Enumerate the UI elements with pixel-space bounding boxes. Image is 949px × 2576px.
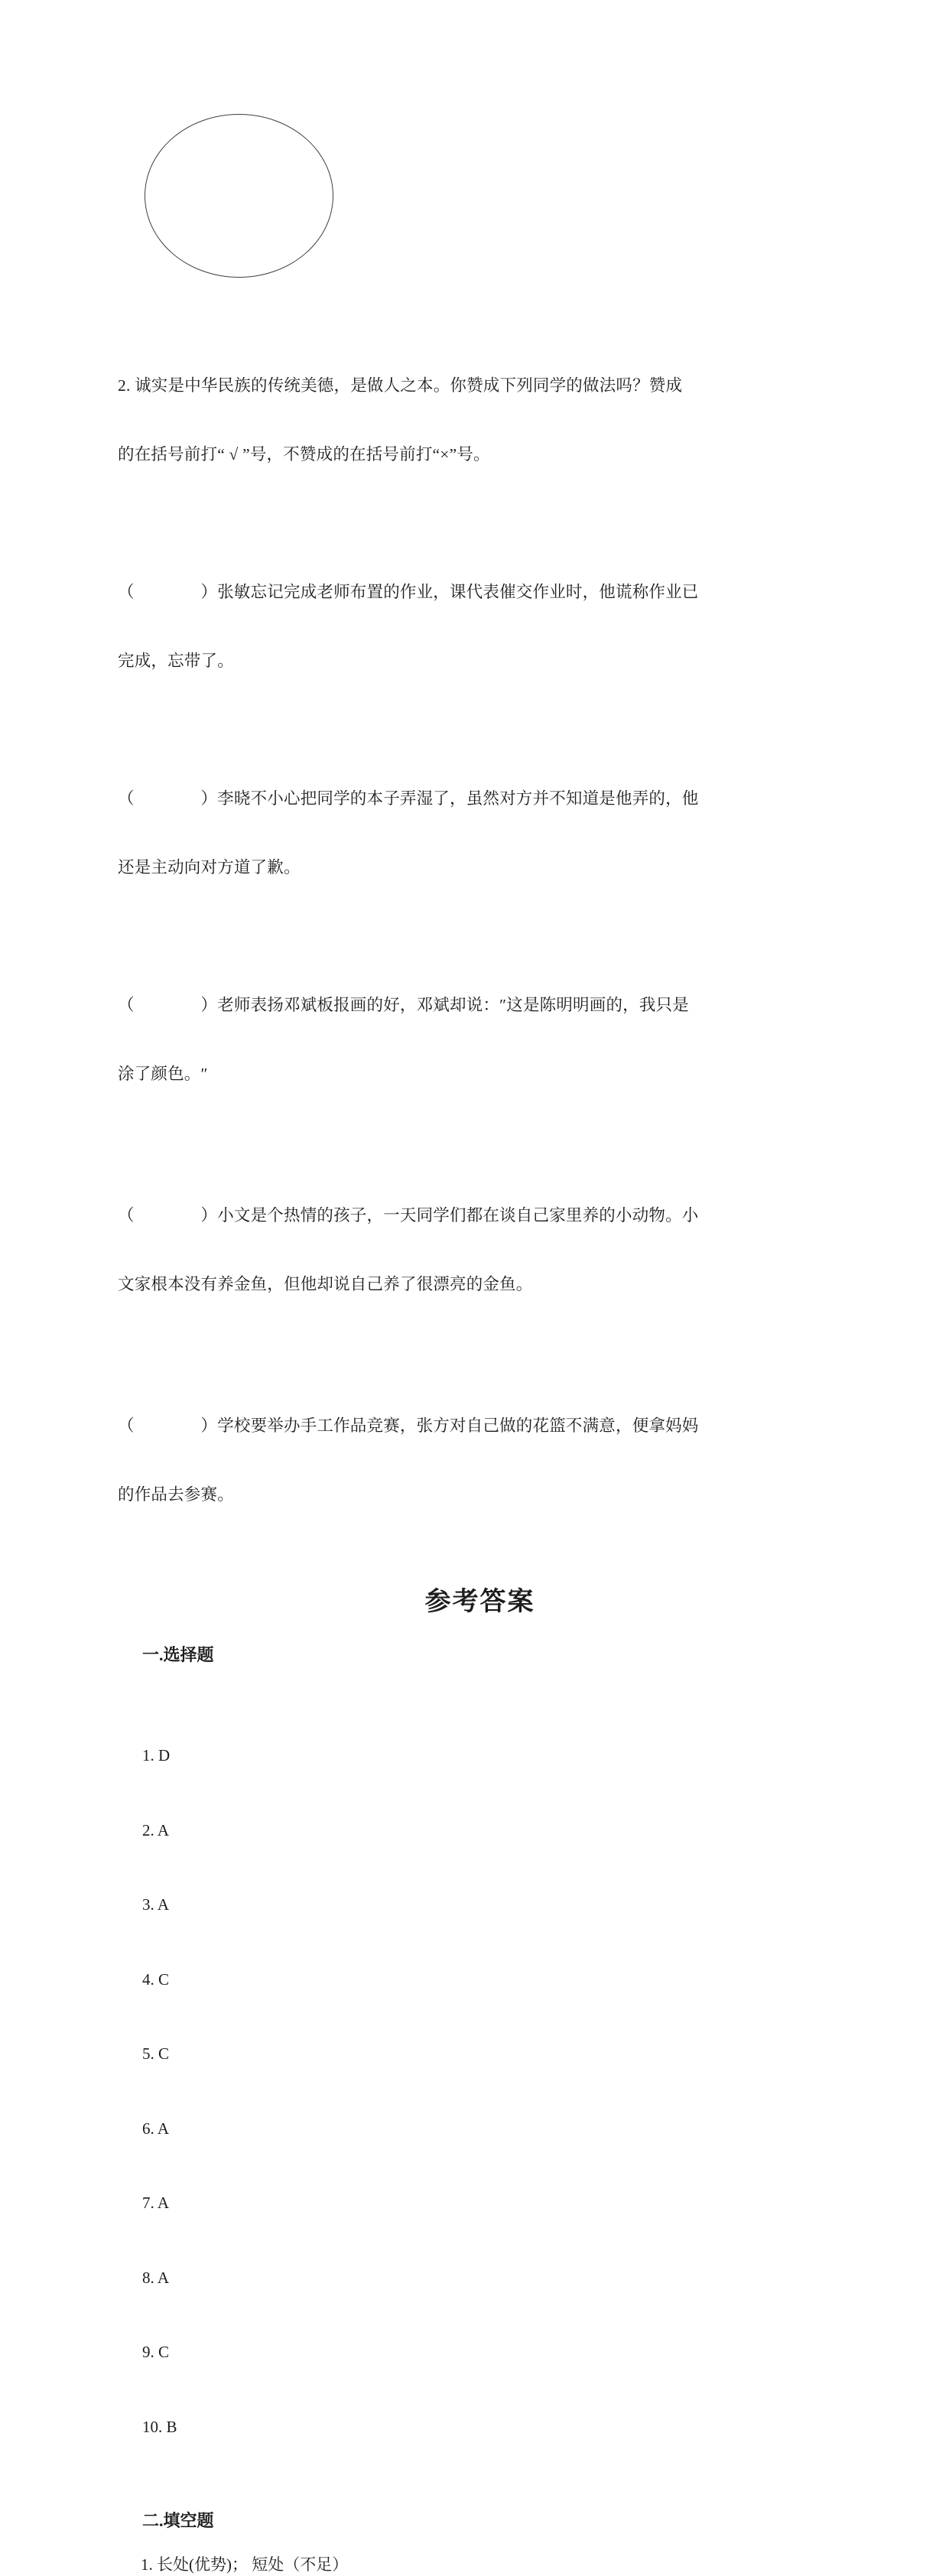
judgement-item-line: 还是主动向对方道了歉。 — [118, 858, 301, 877]
question-2-intro-line: 2. 诚实是中华民族的传统美德，是做人之本。你赞成下列同学的做法吗？赞成 — [118, 376, 683, 395]
choice-answer-item: 3. A — [142, 1895, 170, 1914]
choice-answer-item: 5. C — [142, 2044, 170, 2063]
choice-section-heading: 一.选择题 — [142, 1645, 214, 1664]
judgement-item — [118, 535, 842, 718]
choice-answer-list — [142, 1693, 842, 2489]
judgement-item-line: 文家根本没有养金鱼，但他却说自己养了很漂亮的金鱼。 — [118, 1275, 533, 1293]
judgement-item-line: 的作品去参赛。 — [118, 1485, 234, 1504]
judgement-item — [118, 1368, 842, 1552]
judgement-item — [118, 741, 842, 925]
judgement-item-line: （ ）小文是个热情的孩子，一天同学们都在谈自己家里养的小动物。小 — [118, 1206, 699, 1225]
fill-section-heading: 二.填空题 — [142, 2511, 214, 2530]
choice-answer-item: 9. C — [142, 2343, 170, 2361]
choice-answer-item: 4. C — [142, 1969, 170, 1989]
judgement-item-line: （ ）张敏忘记完成老师布置的作业，课代表催交作业时，他谎称作业已 — [118, 583, 699, 601]
worksheet-page — [0, 114, 949, 2574]
question-2-intro-line: 的在括号前打“ √ ”号，不赞成的在括号前打“×”号。 — [118, 445, 490, 463]
choice-answer-item: 10. B — [142, 2417, 177, 2436]
choice-answer-item: 7. A — [142, 2194, 170, 2212]
judgement-item-line: （ ）李晓不小心把同学的本子弄湿了，虽然对方并不知道是他弄的，他 — [118, 789, 699, 808]
question-2-intro — [118, 328, 842, 512]
page-content — [0, 114, 949, 2576]
choice-answer-item: 6. A — [142, 2119, 170, 2138]
judgement-item — [118, 948, 842, 1131]
choice-answer-item: 2. A — [142, 1820, 170, 1839]
judgement-item-line: （ ）老师表扬邓斌板报画的好，邓斌却说：″这是陈明明画的，我只是 — [118, 996, 689, 1014]
judgement-item-line: 完成，忘带了。 — [118, 652, 234, 670]
fill-answer-item: 1. 长处(优势)； 短处（不足） — [141, 2555, 349, 2574]
judgement-item-line: （ ）学校要举办手工作品竞赛，张方对自己做的花篮不满意，便拿妈妈 — [118, 1416, 699, 1435]
choice-answer-item: 1. D — [142, 1746, 171, 1764]
choice-answer-item: 8. A — [142, 2268, 170, 2287]
empty-circle-diagram — [145, 114, 333, 278]
judgement-item-line: 涂了颜色。″ — [118, 1065, 208, 1083]
judgement-item — [118, 1158, 842, 1342]
answer-key-title: 参考答案 — [424, 1588, 535, 1616]
